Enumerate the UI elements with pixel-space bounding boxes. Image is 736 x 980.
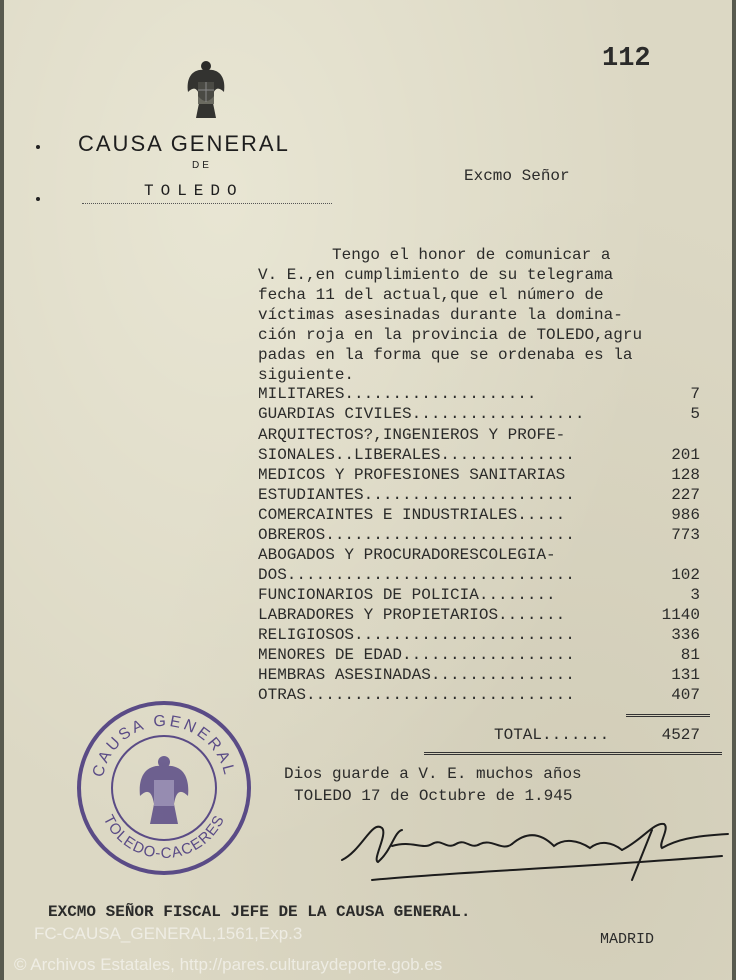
archive-copyright: © Archivos Estatales, http://pares.culturaydeporte.gob.es [14,955,443,974]
destination-city: MADRID [600,931,655,948]
body-line: Tengo el honor de comunicar a [332,246,611,264]
header-title: CAUSA GENERAL [78,131,290,156]
category-label: LABRADORES Y PROPIETARIOS....... [258,606,566,624]
category-value: 227 [671,486,700,504]
category-label: FUNCIONARIOS DE POLICIA........ [258,586,556,604]
margin-dot [36,145,40,149]
addressee: EXCMO SEÑOR FISCAL JEFE DE LA CAUSA GENERAL. [48,903,471,921]
body-line: siguiente. [258,366,355,384]
body-line: padas en la forma que se ordenaba es la [258,346,633,364]
category-value: 201 [671,446,700,464]
category-value: 5 [690,405,700,423]
category-label: COMERCAINTES E INDUSTRIALES..... [258,506,566,524]
category-value: 986 [671,506,700,524]
margin-dot [36,197,40,201]
body-line: ción roja en la provincia de TOLEDO,agru [258,326,643,344]
coat-of-arms-eagle-icon [182,58,230,124]
category-label: DOS.............................. [258,566,575,584]
body-line: V. E.,en cumplimiento de su telegrama [258,266,614,284]
category-label: RELIGIOSOS....................... [258,626,575,644]
category-label: ESTUDIANTES...................... [258,486,575,504]
category-label: OTRAS............................ [258,686,575,704]
category-value: 336 [671,626,700,644]
category-value: 131 [671,666,700,684]
archive-reference: FC-CAUSA_GENERAL,1561,Exp.3 [34,924,303,943]
header-de: DE [192,160,212,171]
category-label: ARQUITECTOS?,INGENIEROS Y PROFE- [258,426,566,444]
category-label: OBREROS.......................... [258,526,575,544]
category-value: 102 [671,566,700,584]
category-value: 407 [671,686,700,704]
category-value: 81 [680,646,700,664]
total-value: 4527 [661,726,700,744]
stamp-text-bottom: TOLEDO-CACERES [99,812,229,863]
category-value: 1140 [661,606,700,624]
handwritten-signature-icon [332,810,732,900]
total-rule [424,752,722,755]
category-value: 3 [690,586,700,604]
header-dotted-rule [82,203,332,204]
closing-line: TOLEDO 17 de Octubre de 1.945 [294,787,573,805]
salutation: Excmo Señor [464,167,570,185]
closing-line: Dios guarde a V. E. muchos años [284,765,582,783]
category-label: ABOGADOS Y PROCURADORESCOLEGIA- [258,546,556,564]
category-label: MENORES DE EDAD.................. [258,646,575,664]
sum-rule [626,714,710,717]
eagle-seal-icon [140,756,189,824]
category-label: SIONALES..LIBERALES.............. [258,446,575,464]
document-page [4,0,732,980]
body-line: fecha 11 del actual,que el número de [258,286,604,304]
category-label: MILITARES.................... [258,385,537,403]
body-line: víctimas asesinadas durante la domina- [258,306,623,324]
category-value: 128 [671,466,700,484]
causa-general-stamp-icon [76,700,252,876]
page-number: 112 [602,44,651,74]
category-value: 7 [690,385,700,403]
category-label: GUARDIAS CIVILES.................. [258,405,585,423]
category-value: 773 [671,526,700,544]
stamp-text-top: CAUSA GENERAL [89,712,239,779]
category-label: HEMBRAS ASESINADAS............... [258,666,575,684]
category-label: MEDICOS Y PROFESIONES SANITARIAS [258,466,566,484]
total-label: TOTAL....... [494,726,610,744]
header-city: TOLEDO [144,182,244,200]
